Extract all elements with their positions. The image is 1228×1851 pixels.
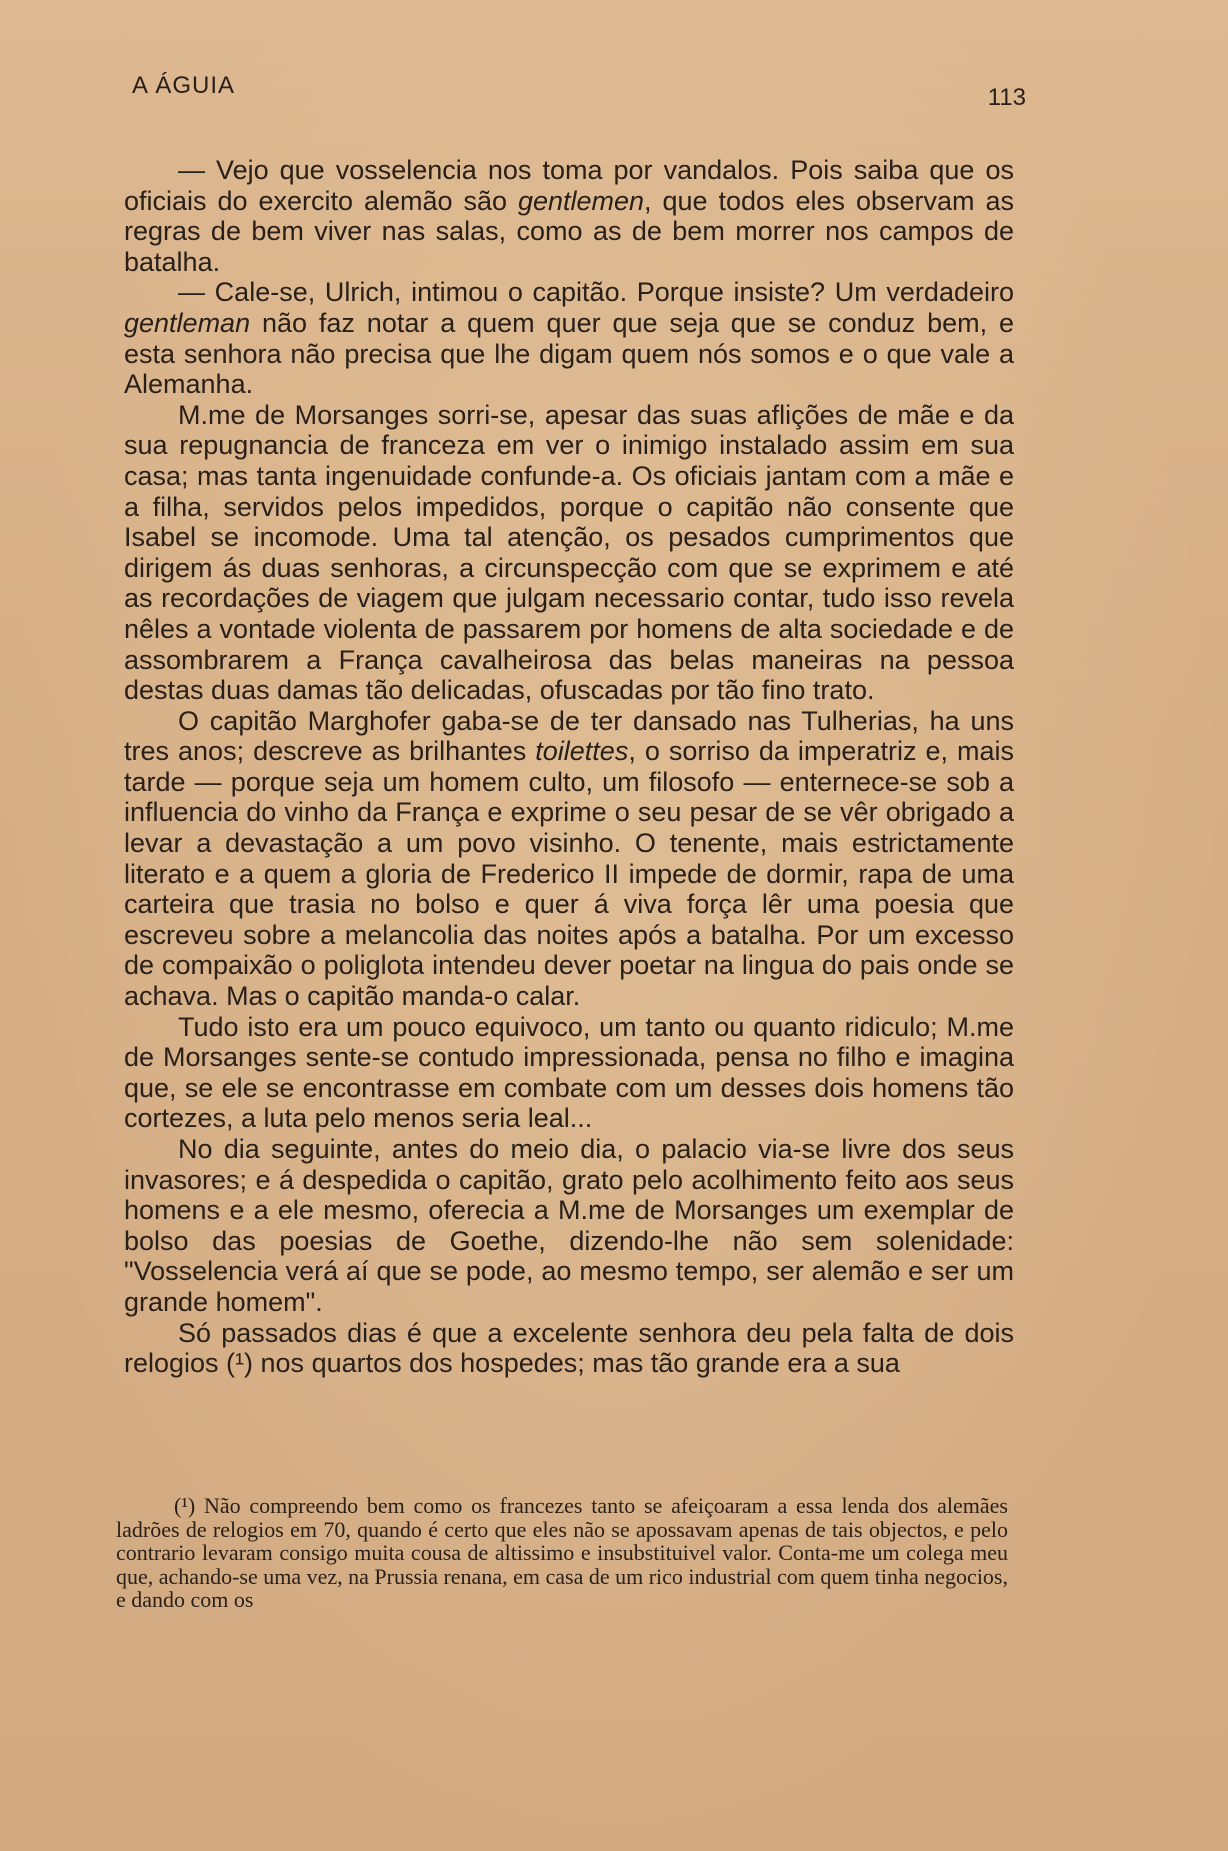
text-run: , que todos eles observam as regras de bem viver nas salas, como as de bem morrer nos campos de batalha. xyxy=(124,185,1014,277)
paragraph xyxy=(124,155,1014,277)
italic-term: gentleman xyxy=(124,307,251,338)
text-run: Tudo isto era um pouco equivoco, um tanto ou quanto ridiculo; M.me de Morsanges sente-se contudo impressionada, pensa no filho e imagina que, se ele se encontrasse em combate com um desses dois homens tão cortezes, a luta pelo menos seria leal... xyxy=(124,1011,1014,1134)
page-number: 113 xyxy=(987,84,1026,111)
text-run: M.me de Morsanges sorri-se, apesar das suas aflições de mãe e da sua repugnancia de franceza em ver o inimigo instalado assim em sua casa; mas tanta ingenuidade confunde-a. Os oficiais jantam com a mãe e a filha, servidos pelos impedidos, porque o capitão não consente que Isabel se incomode. Uma tal atenção, os pesados cumprimentos que dirigem ás duas senhoras, a circunspecção com que se exprimem e até as recordações de viagem que julgam necessario contar, tudo isso revela nêles a vontade violenta de passarem por homens de alta sociedade e de assombrarem a França cavalheirosa das belas maneiras na pessoa destas duas damas tão delicadas, ofuscadas por tão fino trato. xyxy=(124,399,1014,706)
text-run: — Vejo que vosselencia nos toma por vandalos. Pois saiba que os oficiais do exercito alemão são xyxy=(124,155,1014,216)
footnote-text: (¹) Não compreendo bem como os francezes tanto se afeiçoaram a essa lenda dos alemães ladrões de relogios em 70, quando é certo que eles não se apossavam apenas de tais objectos, e pelo contrario levaram consigo muita cousa de altissimo e insubstituivel valor. Conta-me um colega meu que, achando-se uma vez, na Prussia renana, em casa de um rico industrial com quem tinha negocios, e dando com os xyxy=(116,1493,1008,1612)
italic-term: gentlemen xyxy=(517,185,645,216)
paragraph xyxy=(124,1134,1014,1318)
text-run: — Cale-se, Ulrich, intimou o capitão. Porque insiste? Um verdadeiro xyxy=(178,277,1014,308)
footnote xyxy=(116,1494,1008,1612)
paragraph xyxy=(124,400,1014,706)
italic-term: toilettes xyxy=(535,736,629,767)
text-run: não faz notar a quem quer que seja que se conduz bem, e esta senhora não precisa que lhe digam quem nós somos e o que vale a Alemanha. xyxy=(124,307,1014,400)
paragraph xyxy=(124,706,1014,1012)
text-run: , o sorriso da imperatriz e, mais tarde — porque seja um homem culto, um filosofo — enternece-se sob a influencia do vinho da França e exprime o seu pesar de se vêr obrigado a levar a devastação a um povo visinho. O tenente, mais estrictamente literato e a quem a gloria de Frederico II impede de dormir, rapa de uma carteira que trasia no bolso e quer á viva força lêr uma poesia que escreveu sobre a melancolia das noites após a batalha. Por um excesso de compaixão o poliglota intendeu dever poetar na lingua do pais onde se achava. Mas o capitão manda-o calar. xyxy=(124,736,1014,1012)
paragraph xyxy=(124,277,1014,399)
text-run: O capitão Marghofer gaba-se de ter dansado nas Tulherias, ha uns tres anos; descreve as brilhantes xyxy=(124,705,1014,767)
text-run: No dia seguinte, antes do meio dia, o palacio via-se livre dos seus invasores; e á despedida o capitão, grato pelo acolhimento feito aos seus homens e a ele mesmo, oferecia a M.me de Morsanges um exemplar de bolso das poesias de Goethe, dizendo-lhe não sem solenidade: "Vosselencia verá aí que se pode, ao mesmo tempo, ser alemão e ser um grande homem". xyxy=(124,1134,1014,1317)
running-title: A ÁGUIA xyxy=(132,72,236,99)
text-run: Só passados dias é que a excelente senhora deu pela falta de dois relogios (¹) nos quartos dos hospedes; mas tão grande era a sua xyxy=(124,1317,1014,1379)
body-text xyxy=(124,155,1014,1379)
paragraph xyxy=(124,1318,1014,1379)
paragraph xyxy=(124,1012,1014,1134)
